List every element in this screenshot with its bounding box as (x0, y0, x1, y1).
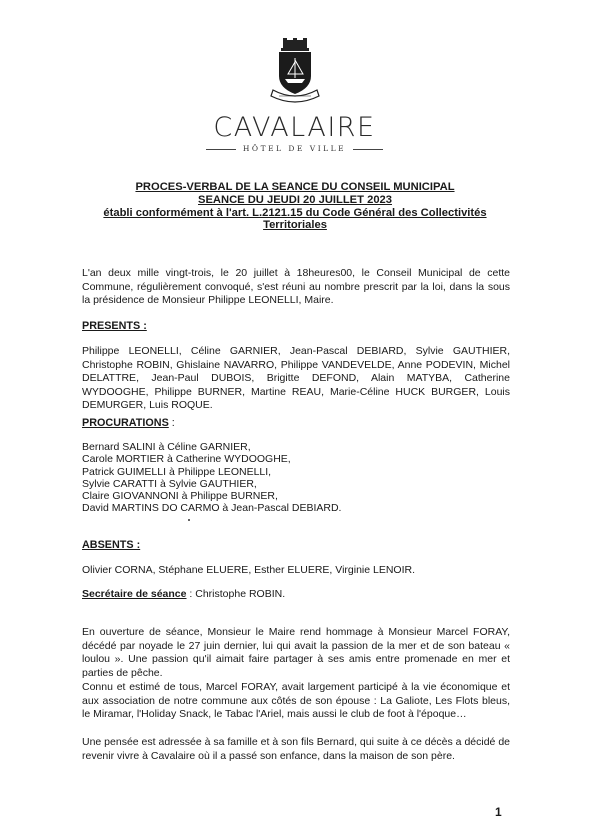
secretary-label: Secrétaire de séance (82, 588, 187, 600)
procuration-item: Sylvie CARATTI à Sylvie GAUTHIER, (82, 477, 257, 490)
right-rule (353, 149, 383, 150)
title-line-2: SEANCE DU JEUDI 20 JUILLET 2023 (198, 193, 392, 206)
procuration-item: Patrick GUIMELLI à Philippe LEONELLI, (82, 465, 272, 478)
procurations-colon: : (168, 417, 175, 429)
left-rule (206, 149, 236, 150)
secretary-line (82, 588, 510, 602)
procuration-item: Carole MORTIER à Catherine WYDOOGHE, (82, 453, 291, 466)
city-hall-label: HÔTEL DE VILLE (242, 144, 347, 153)
title-line-4: Territoriales (263, 219, 327, 232)
procurations-label: PROCURATIONS (82, 417, 169, 429)
intro-paragraph: L'an deux mille vingt-trois, le 20 juillet à 18heures00, le Conseil Municipal de cette Commune, régulièrement convoqué, s'est réuni au nombre prescrit par la loi, dans la sous la présidence de Monsieur Philippe LEONELLI, Maire. (82, 267, 510, 307)
city-hall-subtitle (0, 144, 589, 153)
absents-list: Olivier CORNA, Stéphane ELUERE, Esther ELUERE, Virginie LENOIR. (82, 564, 416, 576)
document-title (95, 181, 495, 232)
page-number: 1 (495, 805, 502, 819)
body-paragraph-3: Une pensée est adressée à sa famille et à son fils Bernard, qui suite à ce décès a décidé de revenir vivre à Cavalaire où il a passé son enfance, dans la maison de son père. (82, 736, 510, 762)
title-line-3: établi conformément à l'art. L.2121.15 du Code Général des Collectivités (103, 206, 487, 219)
secretary-value: : Christophe ROBIN. (186, 588, 286, 600)
city-name-logo: CAVALAIRE (213, 112, 376, 143)
procuration-item: Claire GIOVANNONI à Philippe BURNER, (82, 490, 278, 503)
absents-heading: ABSENTS : (82, 539, 141, 551)
body-paragraph-1: En ouverture de séance, Monsieur le Maire rend hommage à Monsieur Marcel FORAY, décédé par noyade le 27 juin dernier, lui qui avait la passion de la mer et de son bateau « loulou ». Une passion qu'il aimait faire partager à ses amis entre promenade en mer et parties de pêche. (82, 626, 510, 679)
procurations-heading (82, 417, 175, 429)
presents-list: Philippe LEONELLI, Céline GARNIER, Jean-Pascal DEBIARD, Sylvie GAUTHIER, Christophe ROBIN, Ghislaine NAVARRO, Philippe VANDEVELDE, Anne PODEVIN, Michel DELATTRE, Jean-Paul DUBOIS, Brigitte DEFOND, Alain MATYBA, Catherine WYDOOGHE, Philippe BURNER, Martine REAU, Marie-Céline HUCK BURGER, Louis DEMURGER, Luis ROQUE. (82, 345, 510, 412)
procuration-item: David MARTINS DO CARMO à Jean-Pascal DEBIARD. (82, 502, 342, 515)
procuration-item: Bernard SALINI à Céline GARNIER, (82, 441, 251, 453)
title-line-1: PROCES-VERBAL DE LA SEANCE DU CONSEIL MUNICIPAL (135, 181, 455, 193)
stray-dot (188, 519, 190, 521)
city-crest-icon (265, 38, 325, 108)
procurations-list (82, 441, 341, 515)
body-paragraph-2: Connu et estimé de tous, Marcel FORAY, avait largement participé à la vie économique et aux association de notre commune aux côtés de son épouse : La Galiote, Les Flots bleus, le Miramar, l'Holiday Snack, le Tabac l'Ariel, mais aussi le club de foot à l'époque… (82, 681, 510, 721)
presents-heading: PRESENTS : (82, 320, 147, 332)
